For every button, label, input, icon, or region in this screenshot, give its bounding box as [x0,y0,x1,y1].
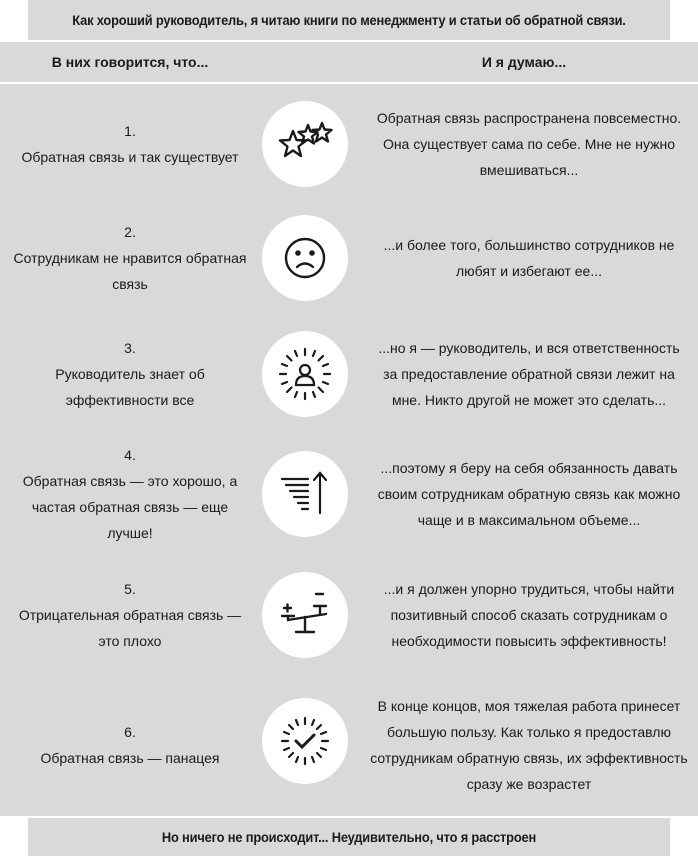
table-row [0,676,698,814]
table-row [0,202,698,314]
row-number: 3. [124,340,136,356]
thought-cell [360,556,698,674]
check-radiant-icon [274,710,336,772]
thought-text: ...но я — руководитель, и вся ответственность за предоставление обратной связи лежит на мне. Никто другой не может это сделать... [378,340,680,408]
column-headers [0,42,698,82]
row-number: 6. [124,724,136,740]
statement-text: Руководитель знает об эффективности все [55,366,205,408]
thought-cell [360,316,698,432]
statement-text: Сотрудникам не нравится обратная связь [13,250,247,292]
row-number: 2. [124,224,136,240]
row-number: 1. [124,123,136,139]
statement-text: Отрицательная обратная связь — это плохо [18,607,242,649]
thought-text: ...поэтому я беру на себя обязанность давать своим сотрудникам обратную связь как можно чаще и в максимальном объеме... [377,460,681,528]
table-row [0,556,698,674]
table-row [0,316,698,432]
icon-circle [262,101,348,187]
table-row [0,86,698,202]
thought-cell [360,86,698,202]
thought-text: Обратная связь распространена повсеместно. Она существует сама по себе. Мне не нужно вмешиваться... [376,110,682,178]
statement-cell [0,434,260,554]
icon-circle [262,215,348,301]
person-radiant-icon [274,343,336,405]
statement-cell [0,556,260,674]
icon-circle [262,451,348,537]
thought-text: ...и более того, большинство сотрудников не любят и избегают ее... [383,237,675,279]
statement-cell [0,86,260,202]
row-number: 5. [124,581,136,597]
icon-circle [262,698,348,784]
left-column-header: В них говорится, что... [51,54,209,70]
icon-circle [262,572,348,658]
right-column-header: И я думаю... [481,54,567,70]
thought-cell [360,202,698,314]
table-row [0,434,698,554]
row-number: 4. [124,447,136,463]
thought-cell [360,676,698,814]
page-title: Как хороший руководитель, я читаю книги по менеджменту и статьи об обратной связи. [28,0,670,40]
stars-icon [274,113,336,175]
icon-circle [262,331,348,417]
increase-arrow-icon [274,463,336,525]
balance-scale-icon [274,584,336,646]
statement-text: Обратная связь и так существует [21,149,239,165]
footer-note: Но ничего не происходит... Неудивительно, что я расстроен [28,818,670,856]
statement-cell [0,202,260,314]
statement-cell [0,316,260,432]
thought-cell [360,434,698,554]
thought-text: В конце концов, моя тяжелая работа принесет большую пользу. Как только я предоставлю сотрудникам обратную связь, их эффективность сразу же возрастет [370,698,688,792]
statement-text: Обратная связь — это хорошо, а частая обратная связь — еще лучше! [22,473,238,541]
sad-face-icon [274,227,336,289]
statement-cell [0,676,260,814]
thought-text: ...и я должен упорно трудиться, чтобы найти позитивный способ сказать сотрудникам о необходимости повысить эффективность! [383,581,675,649]
statement-text: Обратная связь — панацея [40,750,220,766]
